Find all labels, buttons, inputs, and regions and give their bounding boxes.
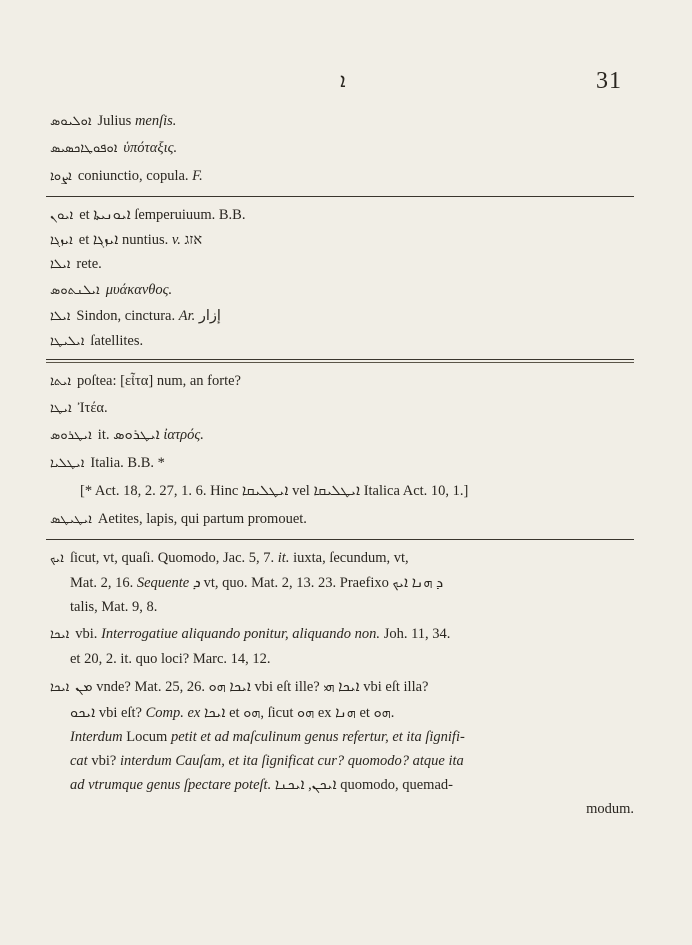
entry-line: ܐܝܟܐ ܡܢ vnde? Mat. 25, 26. ܐܝܟܐ ܗܘ vbi eſt ille? ܐܝܟܐ ܗܝ vbi eſt illa? bbox=[50, 679, 429, 695]
entry-line: Interdum Locum petit et ad maſculinum genus refertur, et ita ſignifi- bbox=[70, 729, 465, 745]
page-header bbox=[0, 70, 692, 100]
entry-line: ܐܝܙܓܐ et ܐܝܙܓܐ nuntius. v. אזג bbox=[50, 232, 203, 248]
entry-line: ܐܝܠܐ Sindon, cinctura. Ar. إزار bbox=[50, 308, 221, 324]
entry-line: [* Act. 18, 2. 27, 1. 6. Hinc ܐܝܛܠܝܩܐ vel ܐܝܛܠܝܩܐ Italica Act. 10, 1.] bbox=[80, 483, 469, 499]
entry-line: ܐܨܘܐ coniunctio, copula. F. bbox=[50, 168, 203, 184]
section-divider bbox=[46, 196, 634, 197]
entry-line: ܐܝܟܘ vbi eſt? Comp. ex ܐܝܟܐ et ܗܘ, ſicut ܗܘ ex ܗܢܐ et ܗܘ. bbox=[70, 705, 395, 721]
entry-line: ܐܝܛܐ Ἰτέα. bbox=[50, 400, 108, 416]
entry-line: ܐܝܛܠܝܐ Italia. B.B. * bbox=[50, 455, 165, 471]
entry-line: ܐܝܟ ſicut, vt, quaſi. Quomodo, Jac. 5, 7. it. iuxta, ſecundum, vt, bbox=[50, 550, 409, 566]
entry-line: ܐܝܘܢ et ܐܝܘܢܝܬܐ ſemperuiuum. B.B. bbox=[50, 207, 246, 223]
entry-line: ܐܝܛܝܛܣ Aetites, lapis, qui partum promouet. bbox=[50, 511, 307, 527]
entry-line: ܐܘܠܝܘܣ Julius menſis. bbox=[50, 113, 177, 129]
entry-line: ܐܝܠܐ rete. bbox=[50, 256, 102, 272]
entry-line: talis, Mat. 9, 8. bbox=[70, 599, 158, 615]
entry-line: cat vbi? interdum Cauſam, et ita ſignificat cur? quomodo? atque ita bbox=[70, 753, 464, 769]
entry-line: ad vtrumque genus ſpectare poteſt. ܐܝܟܢ, ܐܝܟܢܐ quomodo, quemad- bbox=[70, 777, 453, 793]
section-divider bbox=[46, 359, 634, 360]
header-letter: ܐ bbox=[340, 70, 346, 92]
entry-line: ܐܝܠܝܛܐ ſatellites. bbox=[50, 333, 144, 349]
entry-line: ܐܝܛܪܘܣ it. ܐܝܛܪܘܣ ἰατρός. bbox=[50, 427, 204, 443]
entry-line: Mat. 2, 16. Sequente ܕ vt, quo. Mat. 2, 13. 23. Praefixo ܕ ܗܢܐ ܐܝܟ bbox=[70, 575, 444, 591]
entry-line: ܐܝܟܐ vbi. Interrogatiue aliquando ponitur, aliquando non. Joh. 11, 34. bbox=[50, 626, 451, 642]
entry-line: ܐܘܦܘܛܐܟܣܝܣ ὑπόταξις. bbox=[50, 140, 178, 156]
entry-line: ܐܝܬܐ poſtea: [εἶτα] num, an forte? bbox=[50, 373, 241, 389]
entry-line: et 20, 2. it. quo loci? Marc. 14, 12. bbox=[70, 651, 271, 667]
entry-line: modum. bbox=[586, 801, 634, 817]
section-divider bbox=[46, 539, 634, 540]
page-number: 31 bbox=[596, 68, 622, 94]
entry-line: ܐܝܠܢܬܘܣ μυάκανθος. bbox=[50, 282, 173, 298]
